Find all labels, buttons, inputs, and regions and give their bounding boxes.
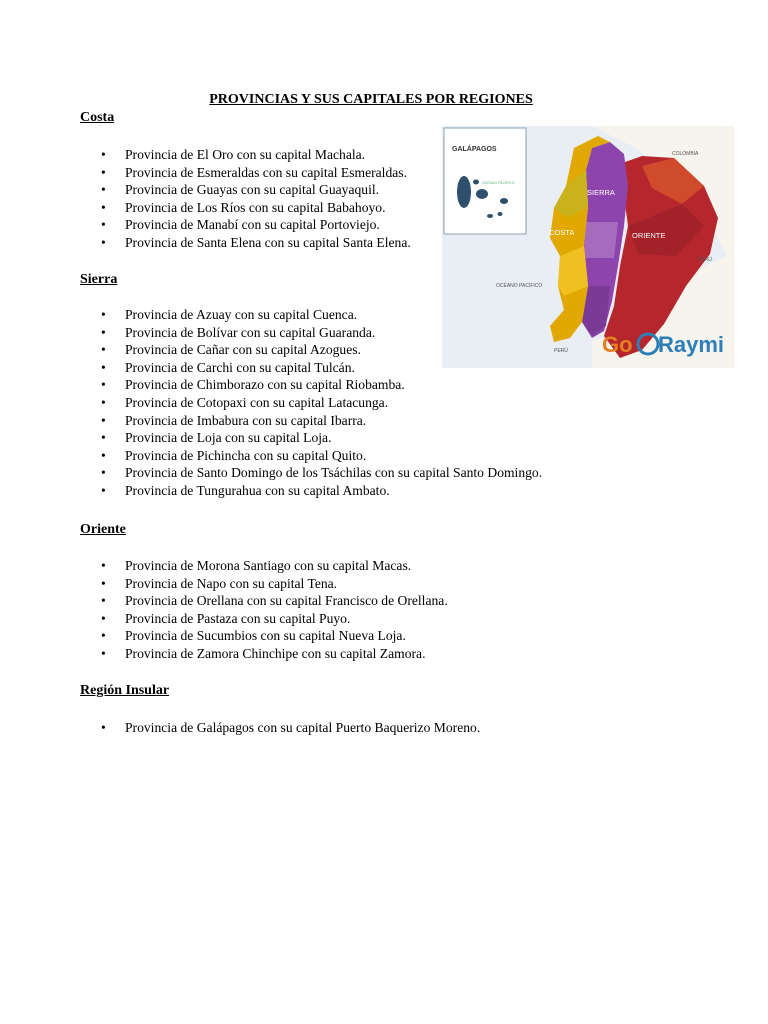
list-item: • Provincia de Los Ríos con su capital Babahoyo. (80, 199, 411, 217)
section-heading-oriente: Oriente (80, 522, 126, 537)
list-item: • Provincia de Galápagos con su capital Puerto Baquerizo Moreno. (80, 719, 480, 737)
list-item: • Provincia de El Oro con su capital Machala. (80, 146, 411, 164)
list-item: • Provincia de Pastaza con su capital Puyo. (80, 610, 448, 628)
list-item: • Provincia de Napo con su capital Tena. (80, 575, 448, 593)
sierra-label: SIERRA (587, 188, 615, 197)
goraymi-logo (602, 332, 724, 357)
island-santiago (473, 180, 479, 185)
list-item: • Provincia de Manabí con su capital Portoviejo. (80, 216, 411, 234)
ocean-label: OCÉANO PACÍFICO (496, 283, 543, 289)
insular-province-list (80, 719, 480, 737)
peru-east-label: PERÚ (698, 257, 712, 263)
list-item: • Provincia de Esmeraldas con su capital Esmeraldas. (80, 164, 411, 182)
section-heading-sierra: Sierra (80, 272, 118, 287)
list-item: • Provincia de Morona Santiago con su capital Macas. (80, 557, 448, 575)
sierra-province-center (584, 222, 618, 258)
list-item: • Provincia de Sucumbios con su capital Nueva Loja. (80, 627, 448, 645)
map-svg (442, 126, 734, 368)
costa-label: COSTA (549, 228, 575, 237)
list-item: • Provincia de Santo Domingo de los Tsáchilas con su capital Santo Domingo. (80, 464, 542, 482)
costa-province-list (80, 146, 411, 252)
list-item: • Provincia de Loja con su capital Loja. (80, 429, 542, 447)
list-item: • Provincia de Guayas con su capital Guayaquil. (80, 181, 411, 199)
list-item: • Provincia de Bolívar con su capital Guaranda. (80, 324, 542, 342)
section-heading-costa: Costa (80, 110, 115, 125)
island-isabela (457, 176, 471, 208)
list-item: • Provincia de Tungurahua con su capital Ambato. (80, 482, 542, 500)
oriente-province-list (80, 557, 448, 663)
list-item: • Provincia de Azuay con su capital Cuenca. (80, 306, 542, 324)
list-item: • Provincia de Pichincha con su capital Quito. (80, 447, 542, 465)
list-item: • Provincia de Imbabura con su capital Ibarra. (80, 412, 542, 430)
list-item: • Provincia de Cotopaxi con su capital Latacunga. (80, 394, 542, 412)
page-title: PROVINCIAS Y SUS CAPITALES POR REGIONES (209, 92, 533, 107)
inset-ocean-label: OCÉANO PACÍFICO (482, 181, 515, 185)
oriente-label: ORIENTE (632, 231, 666, 240)
island-floreana (487, 214, 493, 218)
ecuador-regions-map (442, 126, 734, 368)
island-san-cristobal (500, 198, 508, 204)
list-item: • Provincia de Cañar con su capital Azogues. (80, 341, 542, 359)
list-item: • Provincia de Chimborazo con su capital Riobamba. (80, 376, 542, 394)
list-item: • Provincia de Carchi con su capital Tulcán. (80, 359, 542, 377)
list-item: • Provincia de Zamora Chinchipe con su capital Zamora. (80, 645, 448, 663)
section-heading-insular: Región Insular (80, 683, 170, 698)
logo-raymi-text: Raymi (658, 332, 725, 357)
peru-south-label: PERÚ (554, 348, 568, 354)
galapagos-label: GALÁPAGOS (452, 146, 497, 153)
island-espanola (498, 212, 503, 216)
colombia-label: COLOMBIA (672, 151, 699, 157)
list-item: • Provincia de Orellana con su capital Francisco de Orellana. (80, 592, 448, 610)
list-item: • Provincia de Santa Elena con su capital Santa Elena. (80, 234, 411, 252)
island-santa-cruz (476, 189, 488, 199)
logo-go-text: Go (602, 332, 633, 357)
